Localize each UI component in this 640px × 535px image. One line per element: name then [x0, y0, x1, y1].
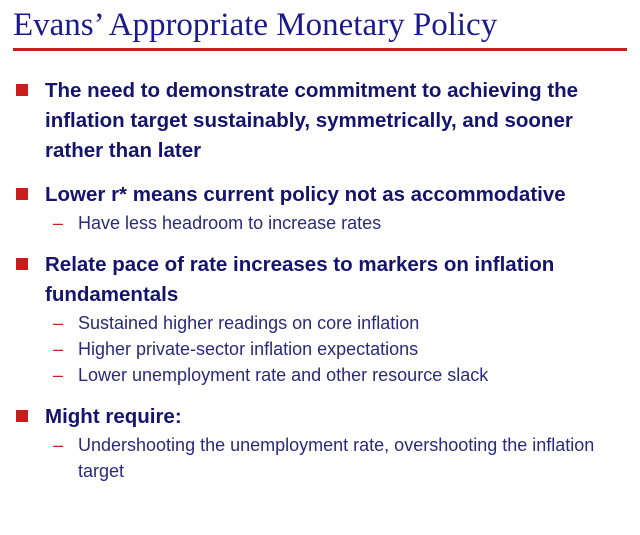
bullet-list [0, 76, 640, 498]
sub-bullet-text: Higher private-sector inflation expectations [78, 339, 419, 359]
dash-bullet-icon: – [53, 435, 64, 455]
sub-bullet-list [45, 432, 640, 484]
bullet-item [0, 76, 640, 166]
dash-bullet-icon: – [53, 339, 64, 359]
square-bullet-icon [16, 258, 28, 270]
sub-bullet-item [45, 210, 640, 236]
sub-bullet-list [45, 310, 640, 388]
title-underline [13, 48, 627, 51]
square-bullet-icon [16, 410, 28, 422]
sub-bullet-text: Undershooting the unemployment rate, overshooting the inflation target [78, 435, 595, 481]
dash-bullet-icon: – [53, 365, 64, 385]
bullet-text: Might require: [45, 405, 182, 428]
bullet-item [0, 402, 640, 484]
bullet-item [0, 250, 640, 388]
square-bullet-icon [16, 188, 28, 200]
sub-bullet-text: Sustained higher readings on core inflation [78, 313, 420, 333]
sub-bullet-item [45, 310, 640, 336]
sub-bullet-item [45, 362, 640, 388]
slide-title: Evans’ Appropriate Monetary Policy [13, 7, 498, 43]
bullet-text: The need to demonstrate commitment to achieving the inflation target sustainably, symmetrically, and sooner rather than later [45, 79, 579, 162]
sub-bullet-text: Lower unemployment rate and other resource slack [78, 365, 489, 385]
dash-bullet-icon: – [53, 313, 64, 333]
square-bullet-icon [16, 84, 28, 96]
bullet-text: Relate pace of rate increases to markers on inflation fundamentals [45, 253, 555, 306]
sub-bullet-item [45, 432, 640, 484]
sub-bullet-text: Have less headroom to increase rates [78, 213, 382, 233]
dash-bullet-icon: – [53, 213, 64, 233]
bullet-item [0, 180, 640, 236]
sub-bullet-item [45, 336, 640, 362]
bullet-text: Lower r* means current policy not as accommodative [45, 183, 566, 206]
sub-bullet-list [45, 210, 640, 236]
